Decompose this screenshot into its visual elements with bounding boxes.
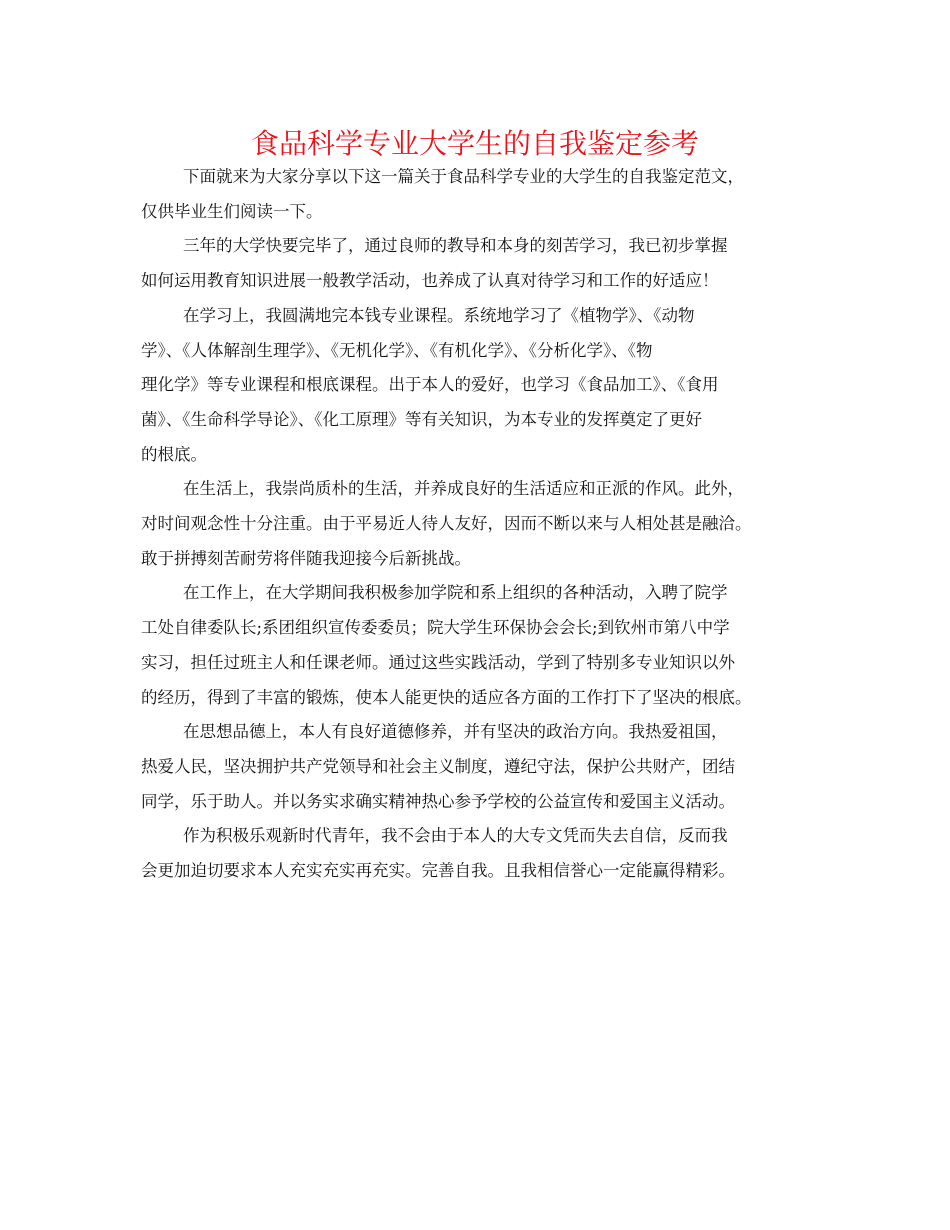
paragraph-overview xyxy=(141,229,821,298)
paragraph-conclusion xyxy=(141,819,821,888)
paragraph-line: 实习，担任过班主人和任课老师。通过这些实践活动，学到了特别多专业知识以外 xyxy=(141,652,735,672)
paragraph-life xyxy=(141,472,821,576)
paragraph-intro xyxy=(141,160,821,229)
paragraph-line: 热爱人民，坚决拥护共产党领导和社会主义制度，遵纪守法，保护公共财产，团结 xyxy=(141,756,735,776)
paragraph-line: 敢于拼搏刻苦耐劳将伴随我迎接今后新挑战。 xyxy=(141,548,471,568)
paragraph-line: 同学，乐于助人。并以务实求确实精神热心参予学校的公益宣传和爱国主义活动。 xyxy=(141,791,735,811)
paragraph-line: 在思想品德上，本人有良好道德修养，并有坚决的政治方向。我热爱祖国， xyxy=(183,722,728,742)
paragraph-line: 在学习上，我圆满地完本钱专业课程。系统地学习了《植物学》、《动物 xyxy=(183,305,695,325)
paragraph-line: 的经历，得到了丰富的锻炼，使本人能更快的适应各方面的工作打下了坚决的根底。 xyxy=(141,687,752,707)
document-title: 食品科学专业大学生的自我鉴定参考 xyxy=(250,127,699,160)
paragraph-study xyxy=(141,299,821,473)
paragraph-work xyxy=(141,576,821,715)
paragraph-line: 三年的大学快要完毕了，通过良师的教导和本身的刻苦学习，我已初步掌握 xyxy=(183,236,728,256)
paragraph-line: 下面就来为大家分享以下这一篇关于食品科学专业的大学生的自我鉴定范文， xyxy=(183,167,744,186)
paragraph-line: 的根底。 xyxy=(141,444,207,464)
paragraph-line: 工处自律委队长;系团组织宣传委委员；院大学生环保协会会长;到钦州市第八中学 xyxy=(141,618,730,638)
document-body xyxy=(141,160,821,889)
paragraph-morality xyxy=(141,715,821,819)
paragraph-line: 仅供毕业生们阅读一下。 xyxy=(141,201,323,221)
paragraph-line: 作为积极乐观新时代青年，我不会由于本人的大专文凭而失去自信，反而我 xyxy=(183,826,728,846)
paragraph-line: 如何运用教育知识进展一般教学活动，也养成了认真对待学习和工作的好适应！ xyxy=(141,271,719,291)
paragraph-line: 学》、《人体解剖生理学》、《无机化学》、《有机化学》、《分析化学》、《物 xyxy=(141,340,653,360)
paragraph-line: 会更加迫切要求本人充实充实再充实。完善自我。且我相信誉心一定能赢得精彩。 xyxy=(141,861,735,881)
paragraph-line: 在生活上，我崇尚质朴的生活，并养成良好的生活适应和正派的作风。此外， xyxy=(183,479,744,499)
paragraph-line: 理化学》等专业课程和根底课程。出于本人的爱好，也学习《食品加工》、《食用 xyxy=(141,375,719,395)
paragraph-line: 菌》、《生命科学导论》、《化工原理》等有关知识，为本专业的发挥奠定了更好 xyxy=(141,409,702,429)
paragraph-line: 在工作上，在大学期间我积极参加学院和系上组织的各种活动，入聘了院学 xyxy=(183,583,728,603)
paragraph-line: 对时间观念性十分注重。由于平易近人待人友好，因而不断以来与人相处甚是融洽。 xyxy=(141,514,752,534)
